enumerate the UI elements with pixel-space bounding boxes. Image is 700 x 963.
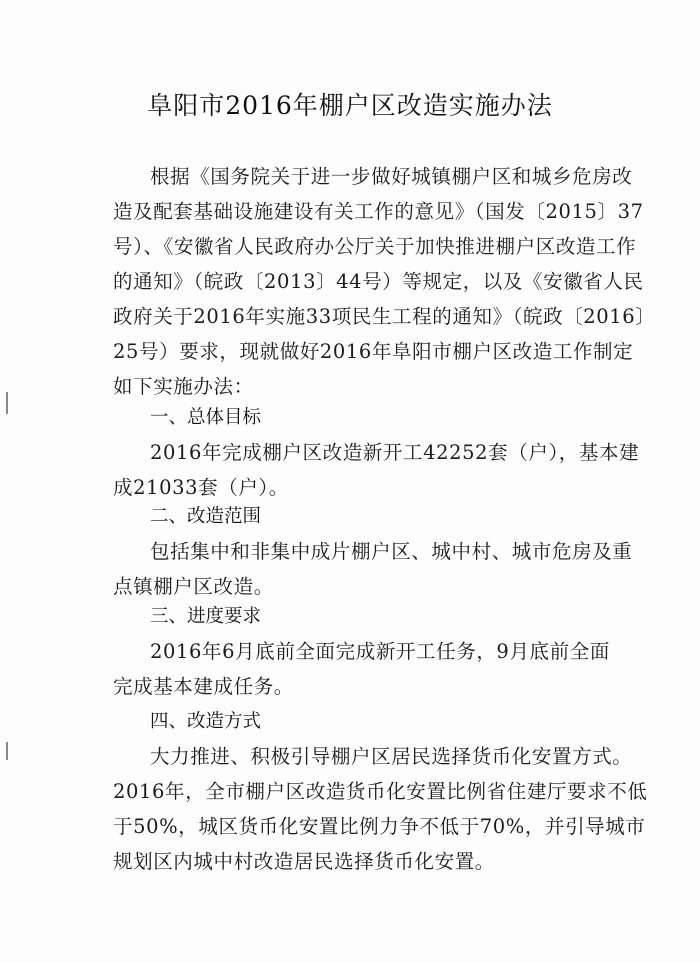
section-line: 规划区内城中村改造居民选择货币化安置。 (113, 850, 495, 873)
intro-line: 的通知》（皖政〔2013〕44号）等规定，以及《安徽省人民 (113, 270, 644, 293)
intro-line: 25号）要求，现就做好2016年阜阳市棚户区改造工作制定 (113, 340, 634, 363)
section-heading: 四、改造方式 (150, 711, 262, 732)
section-heading: 三、进度要求 (150, 606, 262, 627)
intro-line: 号）、《安徽省人民政府办公厅关于加快推进棚户区改造工作 (113, 235, 637, 258)
section-line: 于50%，城区货币化安置比例力争不低于70%，并引导城市 (113, 815, 646, 838)
document-title: 阜阳市2016年棚户区改造实施办法 (147, 91, 553, 120)
scan-edge-mark (6, 742, 8, 760)
section-line: 完成基本建成任务。 (113, 675, 294, 698)
section-line: 大力推进、积极引导棚户区居民选择货币化安置方式。 (150, 745, 633, 768)
scan-edge-mark (6, 392, 8, 414)
section-line: 2016年完成棚户区改造新开工42252套（户），基本建 (150, 441, 640, 464)
intro-line: 如下实施办法： (113, 375, 254, 398)
section-heading: 一、总体目标 (150, 407, 262, 428)
section-heading: 二、改造范围 (150, 506, 262, 527)
section-line: 包括集中和非集中成片棚户区、城中村、城市危房及重 (150, 540, 633, 563)
section-line: 点镇棚户区改造。 (113, 575, 274, 598)
section-line: 成21033套（户）。 (113, 476, 289, 499)
intro-line: 根据《国务院关于进一步做好城镇棚户区和城乡危房改 (150, 165, 633, 188)
intro-line: 造及配套基础设施建设有关工作的意见》（国发〔2015〕37 (113, 200, 644, 223)
section-line: 2016年，全市棚户区改造货币化安置比例省住建厅要求不低 (113, 780, 648, 803)
section-line: 2016年6月底前全面完成新开工任务，9月底前全面 (150, 640, 610, 663)
intro-line: 政府关于2016年实施33项民生工程的通知》（皖政〔2016〕 (113, 305, 656, 328)
